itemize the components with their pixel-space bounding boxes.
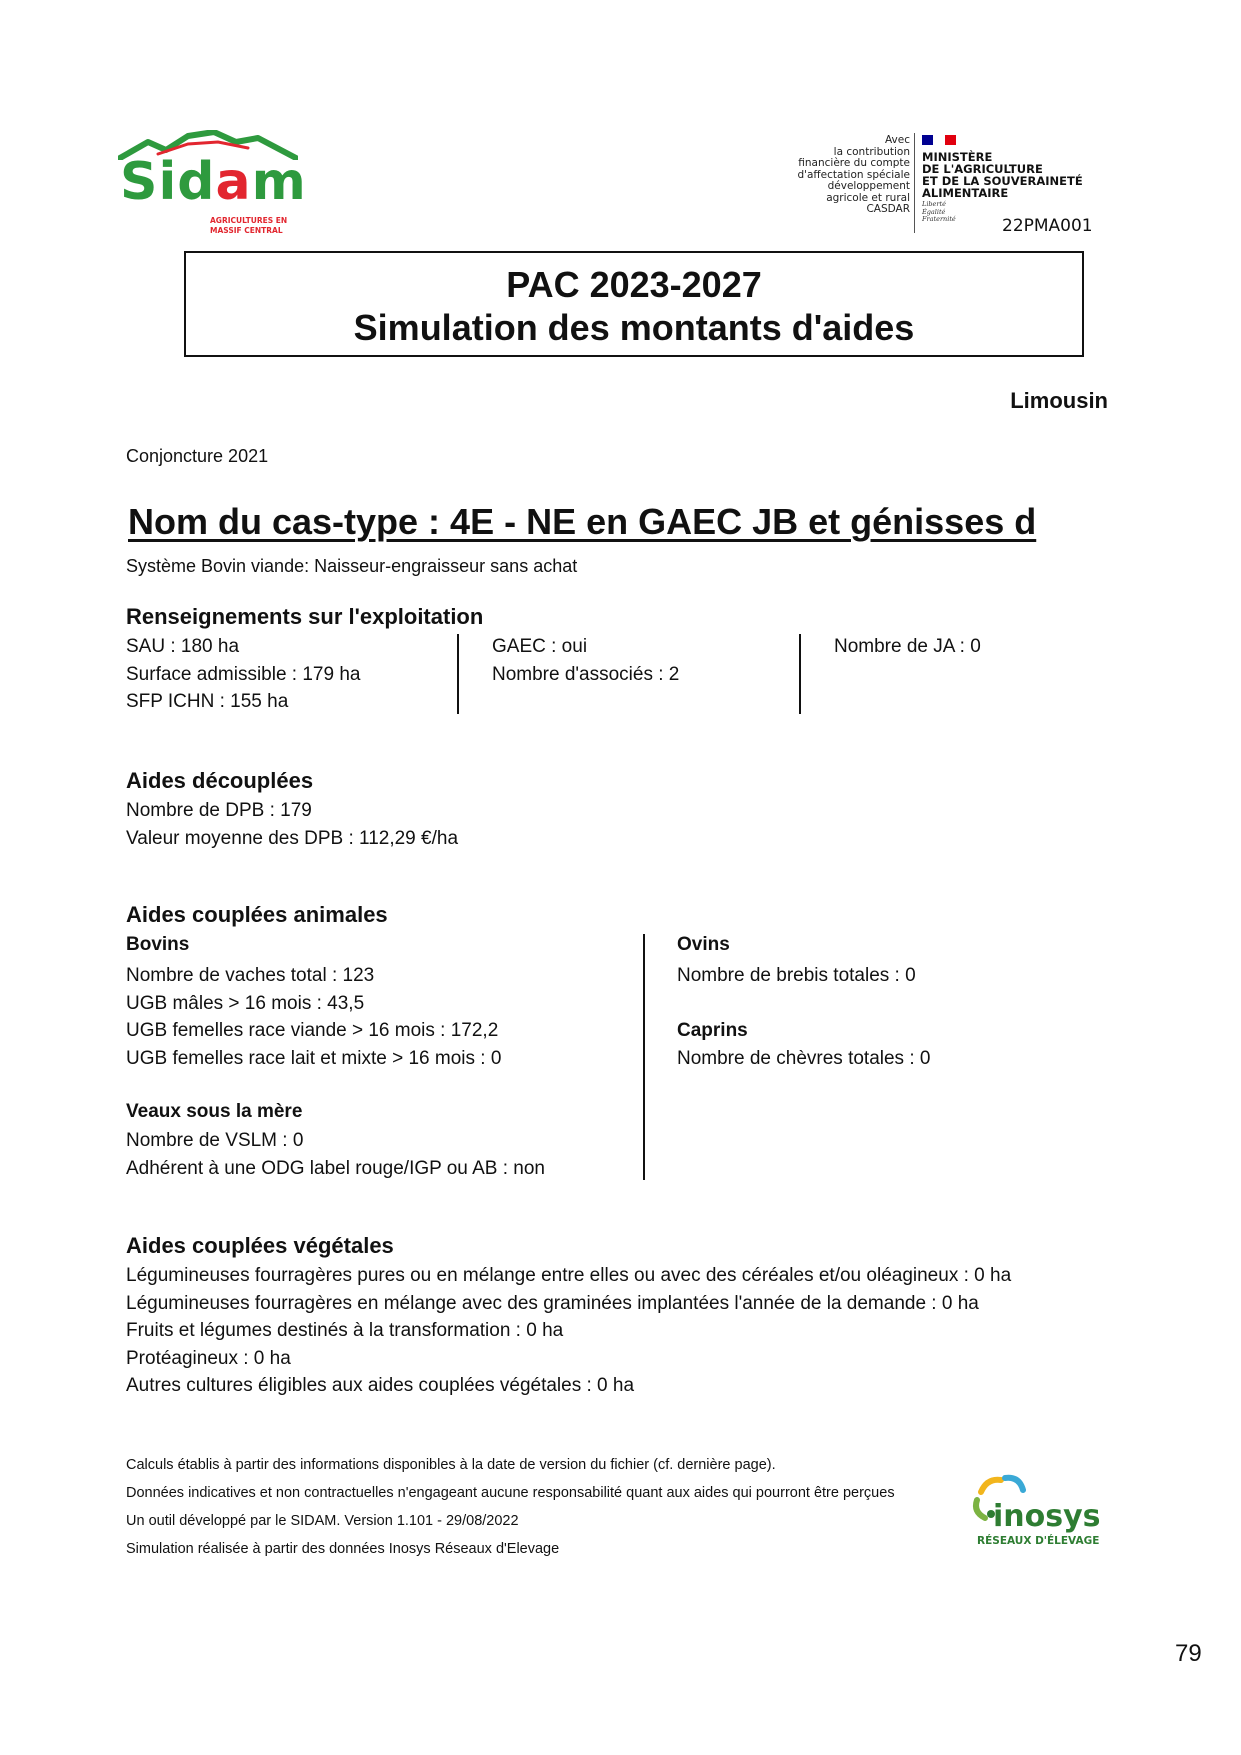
- veaux-list: [126, 1127, 545, 1182]
- sidam-logo: [118, 130, 308, 240]
- republic-motto: Liberté Égalité Fraternité: [922, 200, 956, 223]
- ovins-title: Ovins: [677, 934, 730, 955]
- footer-notes: [126, 1451, 954, 1563]
- column-divider: [799, 634, 801, 714]
- surface-admissible-value: Surface admissible : 179 ha: [126, 663, 361, 685]
- list-item: Nombre de brebis totales : 0: [677, 965, 916, 986]
- list-item: Nombre de vaches total : 123: [126, 965, 375, 986]
- inosys-logo: [965, 1470, 1115, 1550]
- sidam-subtitle: AGRICULTURES EN MASSIF CENTRAL: [210, 216, 288, 235]
- animales-heading: Aides couplées animales: [126, 902, 388, 927]
- title-box: [184, 251, 1084, 357]
- vegetales-list: [126, 1262, 1011, 1400]
- region-label: Limousin: [1010, 388, 1108, 413]
- page-number: 79: [1175, 1640, 1202, 1667]
- ministry-name: MINISTÈRE DE L'AGRICULTURE ET DE LA SOUVERAINETÉ ALIMENTAIRE: [922, 150, 1083, 200]
- inosys-subtitle: RÉSEAUX D'ÉLEVAGE: [977, 1535, 1100, 1547]
- bovins-list: [126, 962, 501, 1072]
- footer-note: Données indicatives et non contractuelles n'engageant aucune responsabilité quant aux aides qui pourront être perçues: [126, 1485, 895, 1501]
- column-divider: [643, 934, 645, 1180]
- exploitation-col3: [834, 633, 981, 661]
- title-line-2: Simulation des montants d'aides: [353, 307, 915, 348]
- sfp-ichn-value: SFP ICHN : 155 ha: [126, 691, 289, 712]
- bovins-title: Bovins: [126, 934, 190, 955]
- vegetales-heading: Aides couplées végétales: [126, 1233, 394, 1258]
- list-item: Adhérent à une ODG label rouge/IGP ou AB : non: [126, 1157, 545, 1179]
- footer-note: Simulation réalisée à partir des données Inosys Réseaux d'Elevage: [126, 1541, 560, 1557]
- footer-note: Un outil développé par le SIDAM. Version 1.101 - 29/08/2022: [126, 1513, 519, 1529]
- conjoncture-label: Conjoncture 2021: [126, 446, 269, 466]
- list-item: UGB femelles race viande > 16 mois : 172,2: [126, 1020, 499, 1041]
- list-item: Autres cultures éligibles aux aides couplées végétales : 0 ha: [126, 1375, 635, 1396]
- caprins-title: Caprins: [677, 1020, 748, 1041]
- gaec-value: GAEC : oui: [492, 636, 588, 657]
- exploitation-col1: [126, 633, 360, 716]
- systeme-label: Système Bovin viande: Naisseur-engraisseur sans achat: [126, 556, 578, 576]
- list-item: Nombre de VSLM : 0: [126, 1130, 304, 1151]
- list-item: Légumineuses fourragères en mélange avec des graminées implantées l'année de la demande : 0 ha: [126, 1292, 979, 1314]
- decouplees-list: [126, 797, 458, 852]
- logo-divider: [914, 133, 915, 233]
- column-divider: [457, 634, 459, 714]
- title-line-1: PAC 2023-2027: [506, 264, 762, 305]
- inosys-mark-icon: [965, 1470, 1115, 1550]
- nombre-ja-value: Nombre de JA : 0: [834, 636, 981, 657]
- casdar-text: Avec la contribution financière du compte d'affectation spéciale développement agricole et rural CASDAR: [797, 134, 910, 215]
- list-item: Nombre de chèvres totales : 0: [677, 1048, 931, 1069]
- sidam-wordmark: Sidam: [120, 152, 307, 212]
- footer-note: Calculs établis à partir des informations disponibles à la date de version du fichier (cf. dernière page).: [126, 1457, 776, 1473]
- decouplees-heading: Aides découplées: [126, 768, 314, 793]
- cas-type-title: Nom du cas-type : 4E - NE en GAEC JB et génisses d: [128, 501, 1037, 542]
- document-code: 22PMA001: [1002, 216, 1093, 236]
- inosys-wordmark: inosys: [993, 1499, 1101, 1534]
- caprins-list: [677, 1045, 930, 1073]
- list-item: UGB femelles race lait et mixte > 16 mois : 0: [126, 1047, 502, 1069]
- ovins-list: [677, 962, 916, 990]
- nombre-dpb-value: Nombre de DPB : 179: [126, 800, 312, 821]
- exploitation-col2: [492, 633, 679, 688]
- veaux-title: Veaux sous la mère: [126, 1101, 303, 1122]
- sau-value: SAU : 180 ha: [126, 636, 240, 657]
- exploitation-heading: Renseignements sur l'exploitation: [126, 604, 484, 629]
- nombre-associes-value: Nombre d'associés : 2: [492, 663, 680, 685]
- list-item: UGB mâles > 16 mois : 43,5: [126, 992, 365, 1014]
- list-item: Fruits et légumes destinés à la transformation : 0 ha: [126, 1320, 564, 1341]
- valeur-dpb-value: Valeur moyenne des DPB : 112,29 €/ha: [126, 827, 459, 849]
- list-item: Protéagineux : 0 ha: [126, 1347, 291, 1369]
- list-item: Légumineuses fourragères pures ou en mélange entre elles ou avec des céréales et/ou oléagineux : 0 ha: [126, 1265, 1012, 1286]
- marianne-flag-icon: [922, 135, 956, 145]
